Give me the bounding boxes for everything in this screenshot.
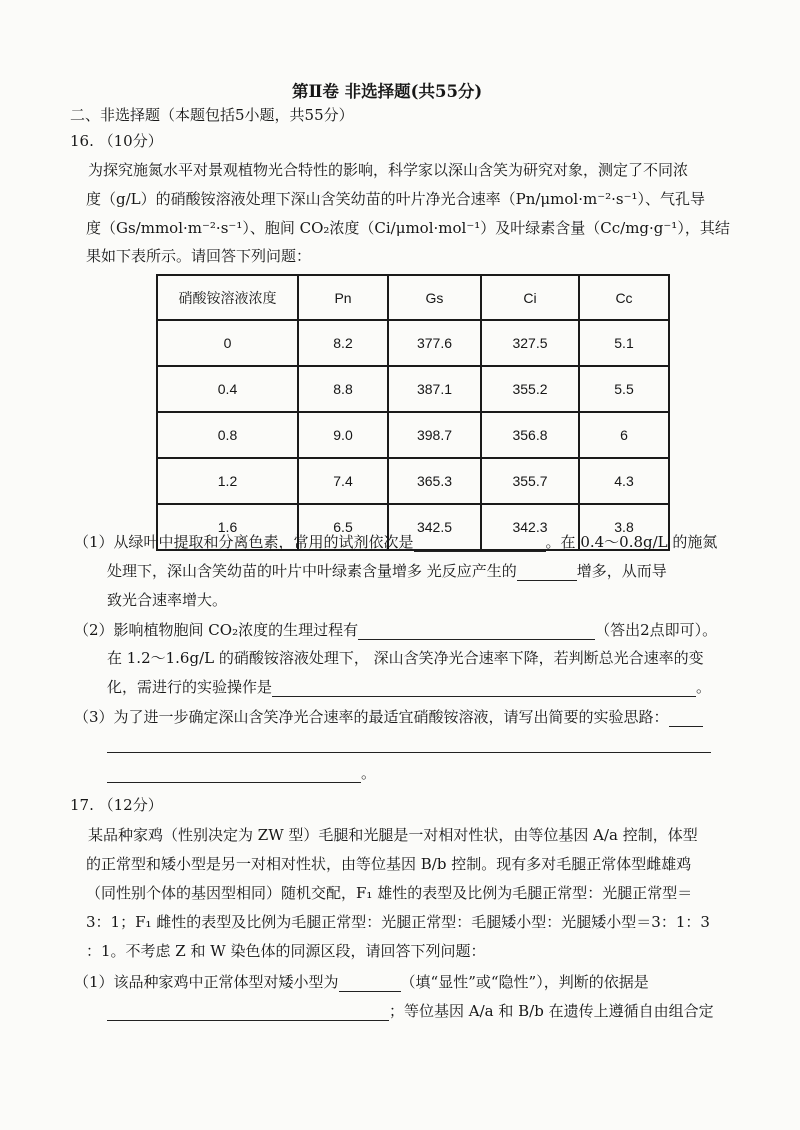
table-cell: 0.8 [157, 412, 298, 458]
q16-number: 16. （10分） [70, 132, 163, 150]
table-cell: 398.7 [388, 412, 481, 458]
table-cell: 0 [157, 320, 298, 366]
table-header-cell: Gs [388, 275, 481, 320]
table-row [157, 320, 669, 366]
answer-blank[interactable] [339, 976, 401, 992]
q16-part1-line-2 [107, 561, 667, 581]
table-header-cell: Ci [481, 275, 579, 320]
table-header-row [157, 275, 669, 320]
q17-part1-text-c: ；等位基因 A/a 和 B/b 在遗传上遵循自由组合定 [389, 1002, 714, 1020]
answer-blank[interactable] [107, 767, 361, 783]
table-cell: 5.1 [579, 320, 669, 366]
table-cell: 356.8 [481, 412, 579, 458]
q16-part1-text-c: 处理下，深山含笑幼苗的叶片中叶绿素含量增多 光反应产生的 [107, 562, 517, 580]
q17-line-5: ：1。不考虑 Z 和 W 染色体的同源区段，请回答下列问题： [86, 942, 486, 960]
table-cell: 387.1 [388, 366, 481, 412]
q17-part1-line-1 [74, 972, 649, 992]
q16-part2-text-a: （2）影响植物胞间 CO₂浓度的生理过程有 [74, 621, 359, 639]
page-title: 第Ⅱ卷 非选择题(共55分) [292, 82, 483, 101]
answer-blank[interactable] [517, 565, 577, 581]
q16-part1-text-d: 增多，从而导 [576, 562, 667, 580]
q16-intro-line-3: 度（Gs/mmol·m⁻²·s⁻¹）、胞间 CO₂浓度（Ci/μmol·mol⁻¹）及叶绿素含量（Cc/mg·g⁻¹），其结 [86, 219, 730, 237]
q16-part2-line-1 [74, 620, 717, 640]
data-table [156, 274, 670, 551]
q16-part2-text-b: （答出2点即可）。 [595, 621, 718, 639]
table-cell: 3.8 [579, 504, 669, 550]
table-cell: 7.4 [298, 458, 388, 504]
answer-blank[interactable] [414, 536, 546, 552]
q17-part1-text-b: （填“显性”或“隐性”），判断的依据是 [400, 973, 649, 991]
q17-line-3: （同性别个体的基因型相同）随机交配，F₁ 雄性的表型及比例为毛腿正常型：光腿正常型＝ [86, 884, 693, 902]
q16-part3-line-3 [107, 763, 376, 783]
table-cell: 1.6 [157, 504, 298, 550]
table-cell: 5.5 [579, 366, 669, 412]
table-cell: 0.4 [157, 366, 298, 412]
table-cell: 342.3 [481, 504, 579, 550]
q16-part1-text-a: （1）从绿叶中提取和分离色素，常用的试剂依次是 [74, 533, 414, 551]
table-cell: 6.5 [298, 504, 388, 550]
table-cell: 8.8 [298, 366, 388, 412]
table-header-cell: 硝酸铵溶液浓度 [157, 275, 298, 320]
q16-part2-line-3 [107, 677, 711, 697]
q16-part3-line-1 [74, 707, 703, 727]
q16-part1-line-3: 致光合速率增大。 [107, 591, 228, 609]
q16-part2-text-d: 化，需进行的实验操作是 [107, 678, 273, 696]
answer-blank[interactable] [107, 1005, 389, 1021]
q17-part1-line-2 [107, 1001, 714, 1021]
q16-intro-line-4: 果如下表所示。请回答下列问题： [86, 247, 312, 265]
q16-part2-line-2: 在 1.2～1.6g/L 的硝酸铵溶液处理下， 深山含笑净光合速率下降，若判断总光合速率的变 [107, 649, 704, 667]
table-cell: 8.2 [298, 320, 388, 366]
table-cell: 355.7 [481, 458, 579, 504]
table-cell: 355.2 [481, 366, 579, 412]
q16-part1-text-b: 。在 0.4～0.8g/L 的施氮 [545, 533, 718, 551]
q17-line-4: 3：1；F₁ 雌性的表型及比例为毛腿正常型：光腿正常型：毛腿矮小型：光腿矮小型＝3：1：3 [86, 913, 710, 931]
table-cell: 327.5 [481, 320, 579, 366]
table-row [157, 458, 669, 504]
q16-part3-end: 。 [361, 764, 377, 782]
q16-part1-line-1 [74, 532, 717, 552]
section-heading: 二、非选择题（本题包括5小题，共55分） [70, 106, 354, 124]
table-row [157, 366, 669, 412]
q16-part2-text-e: 。 [696, 678, 712, 696]
q16-intro-line-2: 度（g/L）的硝酸铵溶液处理下深山含笑幼苗的叶片净光合速率（Pn/μmol·m⁻²·s⁻¹）、气孔导 [86, 190, 706, 208]
answer-blank[interactable] [669, 711, 703, 727]
q16-intro-line-1: 为探究施氮水平对景观植物光合特性的影响，科学家以深山含笑为研究对象，测定了不同浓 [88, 161, 689, 179]
answer-line[interactable] [107, 752, 711, 753]
table-row [157, 412, 669, 458]
answer-blank[interactable] [358, 624, 595, 640]
q16-part3-text-a: （3）为了进一步确定深山含笑净光合速率的最适宜硝酸铵溶液，请写出简要的实验思路： [74, 708, 669, 726]
table-cell: 365.3 [388, 458, 481, 504]
table-cell: 9.0 [298, 412, 388, 458]
table-cell: 6 [579, 412, 669, 458]
table-header-cell: Cc [579, 275, 669, 320]
q17-line-1: 某品种家鸡（性别决定为 ZW 型）毛腿和光腿是一对相对性状，由等位基因 A/a 控制，体型 [88, 826, 698, 844]
table-cell: 342.5 [388, 504, 481, 550]
table-cell: 4.3 [579, 458, 669, 504]
q17-line-2: 的正常型和矮小型是另一对相对性状，由等位基因 B/b 控制。现有多对毛腿正常体型雌雄鸡 [86, 855, 692, 873]
answer-blank[interactable] [272, 681, 696, 697]
table-cell: 1.2 [157, 458, 298, 504]
table-cell: 377.6 [388, 320, 481, 366]
q17-part1-text-a: （1）该品种家鸡中正常体型对矮小型为 [74, 973, 339, 991]
q17-number: 17. （12分） [70, 796, 163, 814]
table-header-cell: Pn [298, 275, 388, 320]
